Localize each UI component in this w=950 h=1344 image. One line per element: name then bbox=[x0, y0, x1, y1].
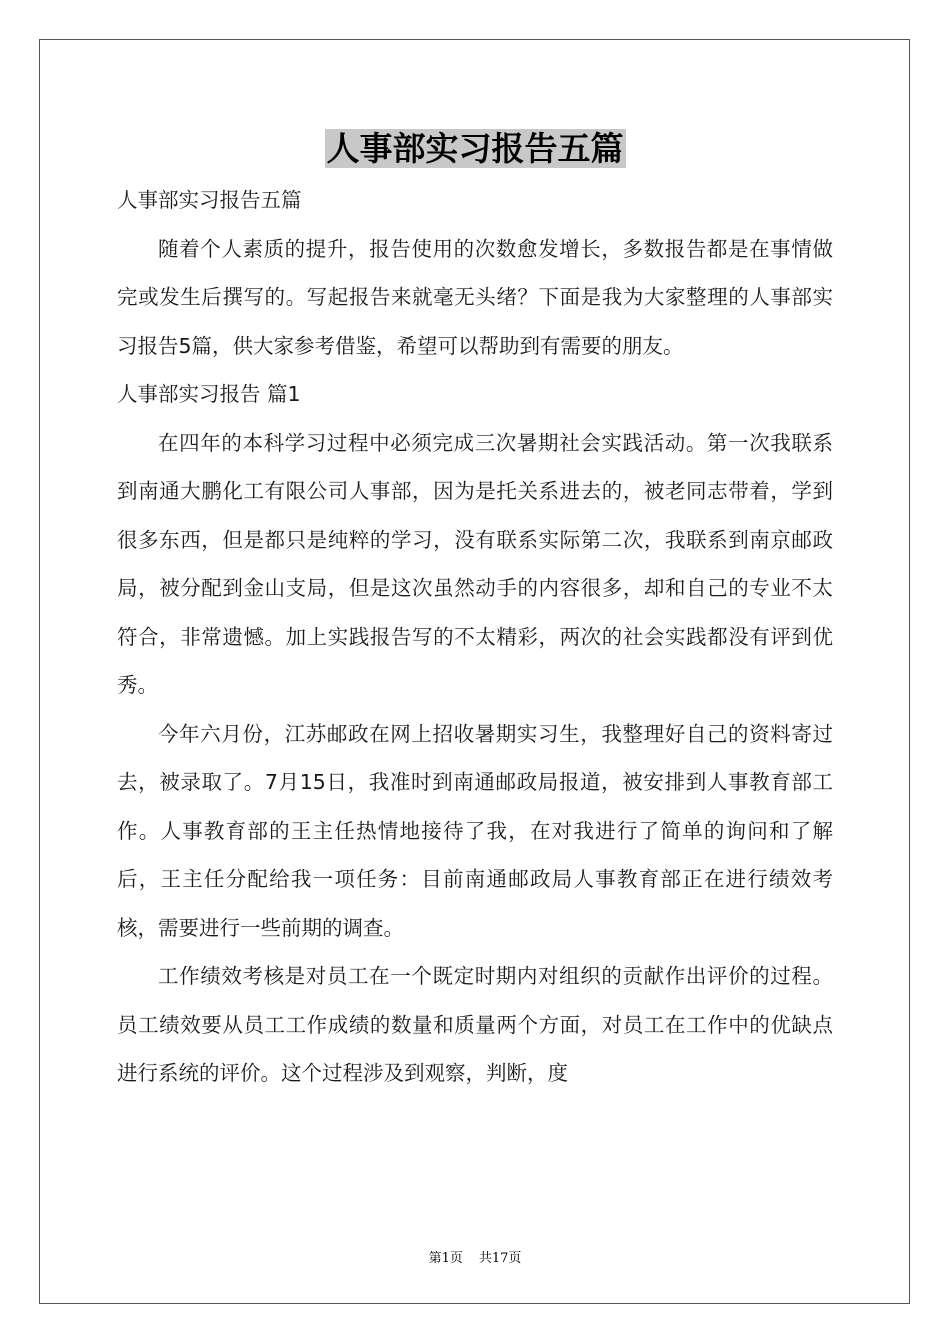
document-title bbox=[0, 128, 950, 170]
title-text: 人事部实习报告五篇 bbox=[326, 129, 624, 168]
section-heading: 人事部实习报告 篇1 bbox=[117, 382, 301, 406]
page-footer bbox=[0, 1247, 950, 1266]
body-paragraph: 在四年的本科学习过程中必须完成三次暑期社会实践活动。第一次我联系到南通大鹏化工有限公司人事部，因为是托关系进去的，被老同志带着，学到很多东西，但是都只是纯粹的学习，没有联系实际第二次，我联系到南京邮政局，被分配到金山支局，但是这次虽然动手的内容很多，却和自己的专业不太符合，非常遗憾。加上实践报告写的不太精彩，两次的社会实践都没有评到优秀。 bbox=[117, 430, 833, 697]
page-number: 第1页 bbox=[428, 1251, 463, 1266]
subtitle: 人事部实习报告五篇 bbox=[117, 188, 302, 212]
page-total: 共17页 bbox=[478, 1251, 522, 1266]
body-paragraph: 今年六月份，江苏邮政在网上招收暑期实习生，我整理好自己的资料寄过去，被录取了。7月15日，我准时到南通邮政局报道，被安排到人事教育部工作。人事教育部的王主任热情地接待了我，在对我进行了简单的询问和了解后，王主任分配给我一项任务：目前南通邮政局人事教育部正在进行绩效考核，需要进行一些前期的调查。 bbox=[117, 721, 833, 940]
intro-paragraph: 随着个人素质的提升，报告使用的次数愈发增长，多数报告都是在事情做完或发生后撰写的。写起报告来就毫无头绪？下面是我为大家整理的人事部实习报告5篇，供大家参考借鉴，希望可以帮助到有需要的朋友。 bbox=[117, 236, 833, 358]
document-body bbox=[117, 176, 833, 1098]
body-paragraph: 工作绩效考核是对员工在一个既定时期内对组织的贡献作出评价的过程。员工绩效要从员工工作成绩的数量和质量两个方面，对员工在工作中的优缺点进行系统的评价。这个过程涉及到观察，判断，度 bbox=[117, 964, 833, 1085]
